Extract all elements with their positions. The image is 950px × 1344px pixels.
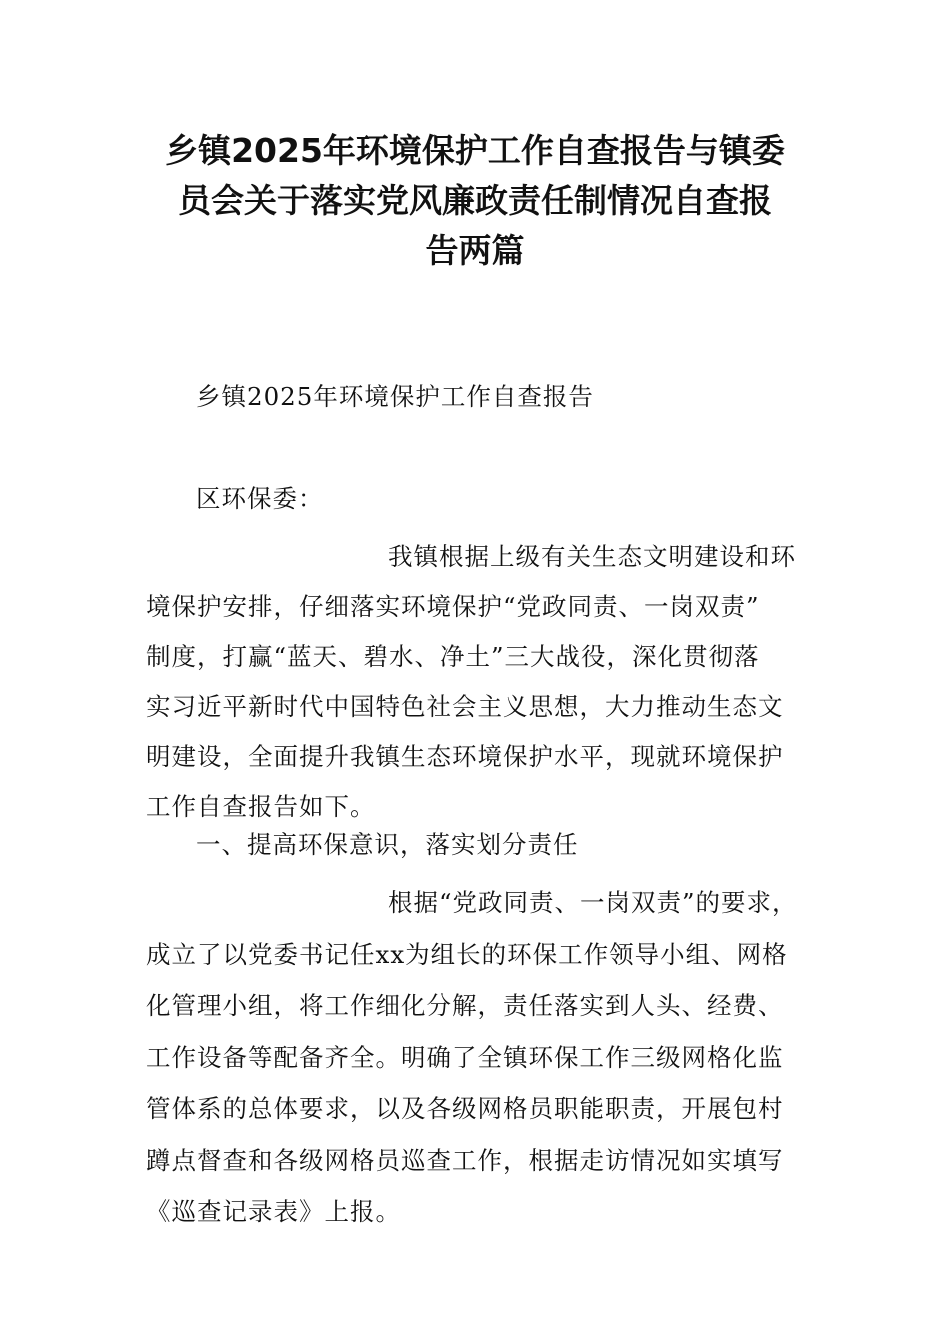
title-line-1: 乡镇2025年环境保护工作自查报告与镇委 bbox=[165, 131, 785, 170]
paragraph-line: 工作设备等配备齐全。明确了全镇环保工作三级网格化监 bbox=[146, 1042, 784, 1072]
report-subtitle: 乡镇2025年环境保护工作自查报告 bbox=[196, 382, 594, 411]
paragraph-line: 成立了以党委书记任xx为组长的环保工作领导小组、网格 bbox=[146, 939, 788, 969]
paragraph-line: 《巡查记录表》上报。 bbox=[146, 1197, 401, 1226]
paragraph-section-1 bbox=[146, 877, 798, 1238]
paragraph-line: 境保护安排，仔细落实环境保护“党政同责、一岗双责” bbox=[146, 592, 760, 621]
document-title bbox=[130, 126, 820, 276]
section-heading-1: 一、提高环保意识，落实划分责任 bbox=[196, 830, 579, 859]
paragraph-line: 我镇根据上级有关生态文明建设和环 bbox=[388, 542, 796, 571]
paragraph-intro bbox=[146, 532, 796, 832]
paragraph-line: 化管理小组，将工作细化分解，责任落实到人头、经费、 bbox=[146, 991, 784, 1020]
paragraph-line: 实习近平新时代中国特色社会主义思想，大力推动生态文 bbox=[146, 692, 784, 721]
paragraph-line: 工作自查报告如下。 bbox=[146, 792, 376, 821]
paragraph-line: 蹲点督查和各级网格员巡查工作，根据走访情况如实填写 bbox=[146, 1145, 784, 1175]
title-line-3: 告两篇 bbox=[425, 231, 525, 270]
paragraph-line: 制度，打赢“蓝天、碧水、净土”三大战役，深化贯彻落 bbox=[146, 642, 760, 671]
salutation: 区环保委： bbox=[196, 484, 324, 513]
paragraph-line: 根据“党政同责、一岗双责”的要求， bbox=[388, 888, 798, 917]
title-line-2: 员会关于落实党风廉政责任制情况自查报 bbox=[178, 181, 772, 220]
paragraph-line: 管体系的总体要求，以及各级网格员职能职责，开展包村 bbox=[146, 1094, 784, 1123]
paragraph-line: 明建设，全面提升我镇生态环境保护水平，现就环境保护 bbox=[146, 742, 784, 771]
